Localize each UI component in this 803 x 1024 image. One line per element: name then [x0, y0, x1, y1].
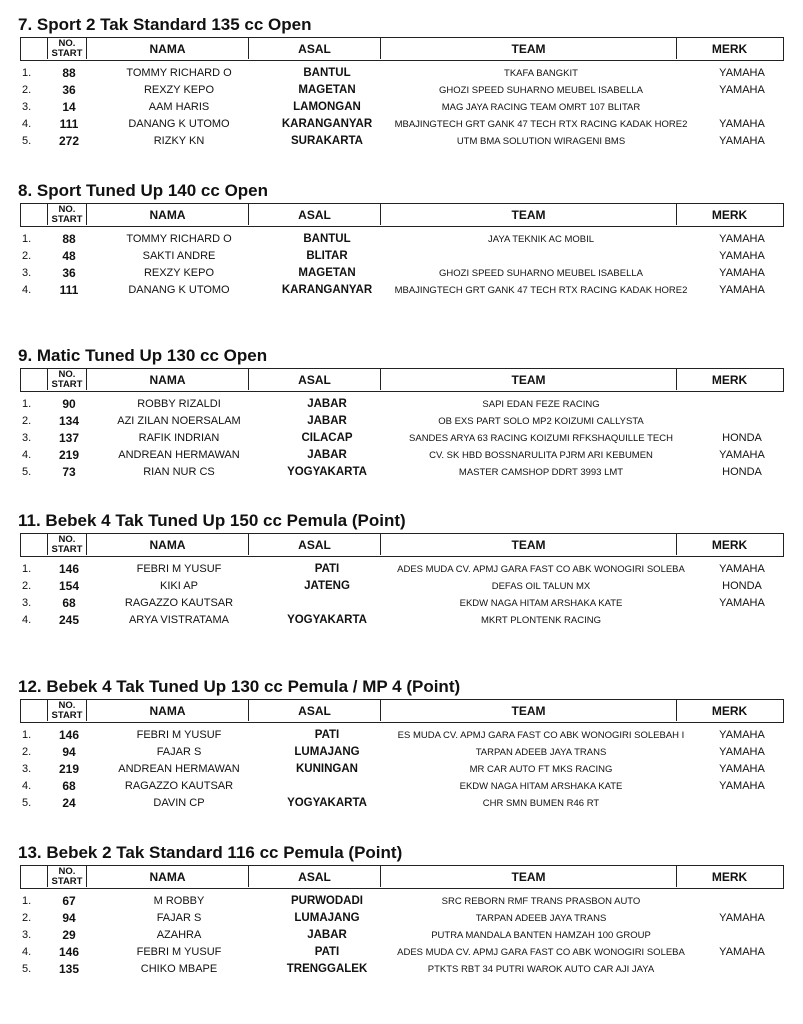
header-asal: ASAL	[249, 38, 381, 59]
cell-no: 88	[62, 232, 76, 246]
table-row	[16, 447, 784, 464]
table-row	[16, 910, 784, 927]
cell-pos: 3.	[22, 763, 32, 775]
cell-asal: MAGETAN	[298, 267, 356, 279]
cell-nama: RAGAZZO KAUTSAR	[124, 780, 234, 792]
cell-asal: LUMAJANG	[294, 912, 360, 924]
cell-nama: CHIKO MBAPE	[140, 963, 218, 975]
section-title: 12. Bebek 4 Tak Tuned Up 130 cc Pemula / MP 4 (Point)	[18, 677, 461, 696]
cell-merk: YAMAHA	[719, 763, 765, 775]
header-merk: MERK	[711, 41, 748, 56]
header-merk: MERK	[711, 703, 748, 718]
cell-team: UTM BMA SOLUTION WIRAGENI BMS	[456, 136, 626, 147]
cell-nama: AZI ZILAN NOERSALAM	[117, 415, 241, 427]
cell-merk: YAMAHA	[719, 84, 765, 96]
cell-asal: KARANGANYAR	[281, 284, 373, 296]
cell-asal: JABAR	[307, 415, 347, 427]
cell-team: MAG JAYA RACING TEAM OMRT 107 BLITAR	[441, 102, 641, 113]
cell-team: PUTRA MANDALA BANTEN HAMZAH 100 GROUP	[431, 930, 651, 941]
cell-team: GHOZI SPEED SUHARNO MEUBEL ISABELLA	[439, 268, 643, 279]
header-no-line2: START	[51, 47, 83, 59]
race-section	[16, 511, 784, 629]
header-nama: NAMA	[87, 700, 249, 721]
header-merk: MERK	[711, 537, 748, 552]
header-first	[21, 866, 47, 887]
cell-pos: 1.	[22, 233, 32, 245]
cell-pos: 4.	[22, 284, 32, 296]
header-first	[21, 700, 47, 721]
race-section	[16, 677, 784, 812]
cell-no: 68	[62, 596, 76, 610]
cell-pos: 4.	[22, 946, 32, 958]
section-title: 11. Bebek 4 Tak Tuned Up 150 cc Pemula (Point)	[18, 511, 406, 530]
cell-pos: 2.	[22, 912, 32, 924]
cell-pos: 3.	[22, 101, 32, 113]
cell-team: ADES MUDA CV. APMJ GARA FAST CO ABK WONOGIRI SOLEBA	[397, 947, 685, 958]
cell-no: 36	[62, 83, 76, 97]
header-no	[47, 534, 87, 555]
cell-pos: 3.	[22, 267, 32, 279]
table-row	[16, 612, 784, 629]
cell-pos: 2.	[22, 250, 32, 262]
header-no-line2: START	[51, 543, 83, 555]
table-row	[16, 99, 784, 116]
cell-team: GHOZI SPEED SUHARNO MEUBEL ISABELLA	[439, 85, 643, 96]
cell-nama: RAFIK INDRIAN	[138, 432, 220, 444]
cell-pos: 4.	[22, 118, 32, 130]
cell-asal: SURAKARTA	[291, 135, 363, 147]
cell-no: 111	[59, 283, 79, 297]
cell-nama: FAJAR S	[156, 912, 202, 924]
table-header	[20, 203, 784, 227]
table-row	[16, 282, 784, 299]
table-row	[16, 396, 784, 413]
cell-asal: JABAR	[307, 929, 347, 941]
cell-nama: DANANG K UTOMO	[128, 118, 230, 130]
cell-no: 134	[58, 414, 80, 428]
table-row	[16, 231, 784, 248]
section-title: 8. Sport Tuned Up 140 cc Open	[18, 181, 269, 200]
header-no	[47, 204, 87, 225]
header-no	[47, 369, 87, 390]
header-asal: ASAL	[249, 369, 381, 390]
header-no	[47, 700, 87, 721]
cell-nama: SAKTI ANDRE	[142, 250, 216, 262]
table-row	[16, 761, 784, 778]
header-no	[47, 38, 87, 59]
header-no-line1: NO.	[58, 865, 76, 877]
cell-team: EKDW NAGA HITAM ARSHAKA KATE	[459, 781, 623, 792]
table-row	[16, 82, 784, 99]
cell-nama: RAGAZZO KAUTSAR	[124, 597, 234, 609]
cell-pos: 2.	[22, 84, 32, 96]
table-row	[16, 795, 784, 812]
cell-nama: ARYA VISTRATAMA	[128, 614, 230, 626]
table-row	[16, 65, 784, 82]
cell-nama: DAVIN CP	[153, 797, 205, 809]
cell-team: MBAJINGTECH GRT GANK 47 TECH RTX RACING KADAK HORE2	[394, 119, 688, 130]
header-no-line2: START	[51, 213, 83, 225]
cell-team: MASTER CAMSHOP DDRT 3993 LMT	[458, 467, 624, 478]
cell-asal: BANTUL	[303, 67, 351, 79]
cell-pos: 1.	[22, 729, 32, 741]
cell-nama: FEBRI M YUSUF	[136, 946, 222, 958]
table-row	[16, 893, 784, 910]
table-row	[16, 595, 784, 612]
header-first	[21, 369, 47, 390]
cell-no: 137	[58, 431, 80, 445]
table-row	[16, 578, 784, 595]
cell-no: 67	[62, 894, 76, 908]
cell-no: 94	[62, 911, 76, 925]
header-nama: NAMA	[87, 866, 249, 887]
cell-team: SRC REBORN RMF TRANS PRASBON AUTO	[441, 896, 641, 907]
table-row	[16, 413, 784, 430]
header-first	[21, 38, 47, 59]
cell-no: 29	[62, 928, 76, 942]
cell-asal: LUMAJANG	[294, 746, 360, 758]
cell-pos: 3.	[22, 929, 32, 941]
cell-nama: FAJAR S	[156, 746, 202, 758]
cell-merk: YAMAHA	[719, 135, 765, 147]
cell-no: 48	[62, 249, 76, 263]
header-nama: NAMA	[87, 369, 249, 390]
table-body	[16, 396, 784, 481]
cell-no: 90	[62, 397, 76, 411]
cell-team: ES MUDA CV. APMJ GARA FAST CO ABK WONOGIRI SOLEBAH I	[397, 730, 685, 741]
race-section	[16, 181, 784, 299]
header-no-line2: START	[51, 875, 83, 887]
cell-pos: 1.	[22, 895, 32, 907]
cell-nama: RIZKY KN	[153, 135, 205, 147]
header-no-line1: NO.	[58, 699, 76, 711]
cell-asal: JATENG	[304, 580, 350, 592]
table-row	[16, 116, 784, 133]
cell-no: 36	[62, 266, 76, 280]
cell-team: OB EXS PART SOLO MP2 KOIZUMI CALLYSTA	[438, 416, 644, 427]
cell-team: ADES MUDA CV. APMJ GARA FAST CO ABK WONOGIRI SOLEBA	[397, 564, 685, 575]
table-header	[20, 368, 784, 392]
header-no-line2: START	[51, 378, 83, 390]
header-no-line1: NO.	[58, 37, 76, 49]
cell-merk: YAMAHA	[719, 597, 765, 609]
cell-asal: BANTUL	[303, 233, 351, 245]
table-body	[16, 231, 784, 299]
cell-team: PTKTS RBT 34 PUTRI WAROK AUTO CAR AJI JAYA	[427, 964, 655, 975]
table-body	[16, 561, 784, 629]
cell-asal: PATI	[314, 563, 340, 575]
cell-nama: REXZY KEPO	[143, 267, 215, 279]
table-row	[16, 944, 784, 961]
cell-nama: ANDREAN HERMAWAN	[118, 449, 240, 461]
table-body	[16, 727, 784, 812]
section-title: 13. Bebek 2 Tak Standard 116 cc Pemula (Point)	[18, 843, 403, 862]
cell-nama: AAM HARIS	[148, 101, 210, 113]
cell-merk: YAMAHA	[719, 780, 765, 792]
cell-nama: ANDREAN HERMAWAN	[118, 763, 240, 775]
cell-team: MBAJINGTECH GRT GANK 47 TECH RTX RACING KADAK HORE2	[394, 285, 688, 296]
cell-nama: ROBBY RIZALDI	[137, 398, 221, 410]
cell-team: SAPI EDAN FEZE RACING	[482, 399, 600, 410]
cell-no: 94	[62, 745, 76, 759]
cell-pos: 5.	[22, 466, 32, 478]
cell-merk: HONDA	[722, 466, 762, 478]
cell-nama: M ROBBY	[153, 895, 205, 907]
cell-pos: 2.	[22, 580, 32, 592]
table-header	[20, 699, 784, 723]
cell-no: 245	[58, 613, 80, 627]
cell-no: 14	[62, 100, 76, 114]
cell-merk: YAMAHA	[719, 284, 765, 296]
cell-asal: LAMONGAN	[293, 101, 361, 113]
cell-asal: KARANGANYAR	[281, 118, 373, 130]
cell-team: TARPAN ADEEB JAYA TRANS	[475, 747, 607, 758]
cell-no: 154	[58, 579, 80, 593]
table-header	[20, 865, 784, 889]
table-row	[16, 464, 784, 481]
header-nama: NAMA	[87, 38, 249, 59]
cell-nama: FEBRI M YUSUF	[136, 729, 222, 741]
cell-asal: JABAR	[307, 449, 347, 461]
header-first	[21, 534, 47, 555]
cell-no: 146	[58, 945, 80, 959]
header-asal: ASAL	[249, 700, 381, 721]
cell-pos: 5.	[22, 963, 32, 975]
cell-merk: YAMAHA	[719, 563, 765, 575]
cell-no: 135	[58, 962, 80, 976]
cell-pos: 2.	[22, 746, 32, 758]
cell-no: 219	[58, 762, 80, 776]
header-nama: NAMA	[87, 534, 249, 555]
cell-no: 24	[62, 796, 76, 810]
table-row	[16, 248, 784, 265]
table-body	[16, 893, 784, 978]
table-row	[16, 744, 784, 761]
header-no-line1: NO.	[58, 533, 76, 545]
table-body	[16, 65, 784, 150]
header-team: TEAM	[381, 534, 677, 555]
cell-asal: PURWODADI	[291, 895, 363, 907]
cell-nama: FEBRI M YUSUF	[136, 563, 222, 575]
header-team: TEAM	[381, 866, 677, 887]
cell-asal: PATI	[314, 946, 340, 958]
cell-nama: AZAHRA	[156, 929, 202, 941]
cell-asal: PATI	[314, 729, 340, 741]
table-header	[20, 37, 784, 61]
header-no-line1: NO.	[58, 368, 76, 380]
cell-no: 111	[59, 117, 79, 131]
cell-pos: 5.	[22, 797, 32, 809]
cell-no: 146	[58, 728, 80, 742]
cell-asal: BLITAR	[306, 250, 348, 262]
race-section	[16, 15, 784, 150]
cell-merk: YAMAHA	[719, 912, 765, 924]
header-no-line1: NO.	[58, 203, 76, 215]
header-asal: ASAL	[249, 866, 381, 887]
cell-no: 219	[58, 448, 80, 462]
cell-no: 68	[62, 779, 76, 793]
race-section	[16, 346, 784, 481]
header-merk: MERK	[711, 869, 748, 884]
header-merk: MERK	[711, 207, 748, 222]
cell-asal: TRENGGALEK	[286, 963, 368, 975]
cell-merk: YAMAHA	[719, 250, 765, 262]
cell-merk: YAMAHA	[719, 233, 765, 245]
cell-asal: YOGYAKARTA	[287, 797, 367, 809]
cell-team: EKDW NAGA HITAM ARSHAKA KATE	[459, 598, 623, 609]
cell-no: 88	[62, 66, 76, 80]
cell-pos: 4.	[22, 780, 32, 792]
table-header	[20, 533, 784, 557]
table-row	[16, 133, 784, 150]
cell-team: MKRT PLONTENK RACING	[480, 615, 601, 626]
cell-pos: 3.	[22, 432, 32, 444]
cell-asal: MAGETAN	[298, 84, 356, 96]
cell-merk: HONDA	[722, 580, 762, 592]
table-row	[16, 727, 784, 744]
cell-merk: YAMAHA	[719, 729, 765, 741]
cell-nama: TOMMY RICHARD O	[126, 233, 232, 245]
cell-merk: YAMAHA	[719, 67, 765, 79]
cell-nama: RIAN NUR CS	[143, 466, 215, 478]
cell-merk: YAMAHA	[719, 267, 765, 279]
header-asal: ASAL	[249, 204, 381, 225]
cell-pos: 1.	[22, 67, 32, 79]
cell-pos: 1.	[22, 398, 32, 410]
cell-pos: 4.	[22, 449, 32, 461]
table-row	[16, 961, 784, 978]
cell-pos: 4.	[22, 614, 32, 626]
cell-pos: 5.	[22, 135, 32, 147]
header-nama: NAMA	[87, 204, 249, 225]
cell-merk: YAMAHA	[719, 118, 765, 130]
header-merk: MERK	[711, 372, 748, 387]
header-no-line2: START	[51, 709, 83, 721]
cell-merk: YAMAHA	[719, 746, 765, 758]
cell-no: 272	[58, 134, 80, 148]
header-team: TEAM	[381, 700, 677, 721]
cell-no: 73	[62, 465, 76, 479]
table-row	[16, 778, 784, 795]
cell-pos: 2.	[22, 415, 32, 427]
cell-merk: YAMAHA	[719, 946, 765, 958]
cell-team: SANDES ARYA 63 RACING KOIZUMI RFKSHAQUILLE TECH	[409, 433, 673, 444]
cell-asal: CILACAP	[301, 432, 353, 444]
cell-no: 146	[58, 562, 80, 576]
header-asal: ASAL	[249, 534, 381, 555]
section-title: 9. Matic Tuned Up 130 cc Open	[18, 346, 268, 365]
cell-nama: DANANG K UTOMO	[128, 284, 230, 296]
cell-asal: YOGYAKARTA	[287, 466, 367, 478]
cell-asal: YOGYAKARTA	[287, 614, 367, 626]
cell-pos: 3.	[22, 597, 32, 609]
table-row	[16, 927, 784, 944]
cell-nama: KIKI AP	[160, 580, 198, 592]
cell-nama: TOMMY RICHARD O	[126, 67, 232, 79]
header-team: TEAM	[381, 369, 677, 390]
table-row	[16, 265, 784, 282]
cell-team: CHR SMN BUMEN R46 RT	[482, 798, 600, 809]
cell-team: MR CAR AUTO FT MKS RACING	[469, 764, 613, 775]
cell-merk: YAMAHA	[719, 449, 765, 461]
cell-merk: HONDA	[722, 432, 762, 444]
header-team: TEAM	[381, 204, 677, 225]
cell-asal: JABAR	[307, 398, 347, 410]
section-title: 7. Sport 2 Tak Standard 135 cc Open	[18, 15, 312, 34]
cell-pos: 1.	[22, 563, 32, 575]
cell-nama: REXZY KEPO	[143, 84, 215, 96]
cell-team: CV. SK HBD BOSSNARULITA PJRM ARI KEBUMEN	[429, 450, 653, 461]
header-team: TEAM	[381, 38, 677, 59]
header-first	[21, 204, 47, 225]
cell-team: JAYA TEKNIK AC MOBIL	[487, 234, 595, 245]
cell-team: TKAFA BANGKIT	[504, 68, 578, 79]
table-row	[16, 430, 784, 447]
header-no	[47, 866, 87, 887]
cell-team: TARPAN ADEEB JAYA TRANS	[475, 913, 607, 924]
cell-asal: KUNINGAN	[296, 763, 358, 775]
table-row	[16, 561, 784, 578]
cell-team: DEFAS OIL TALUN MX	[491, 581, 591, 592]
race-section	[16, 843, 784, 978]
